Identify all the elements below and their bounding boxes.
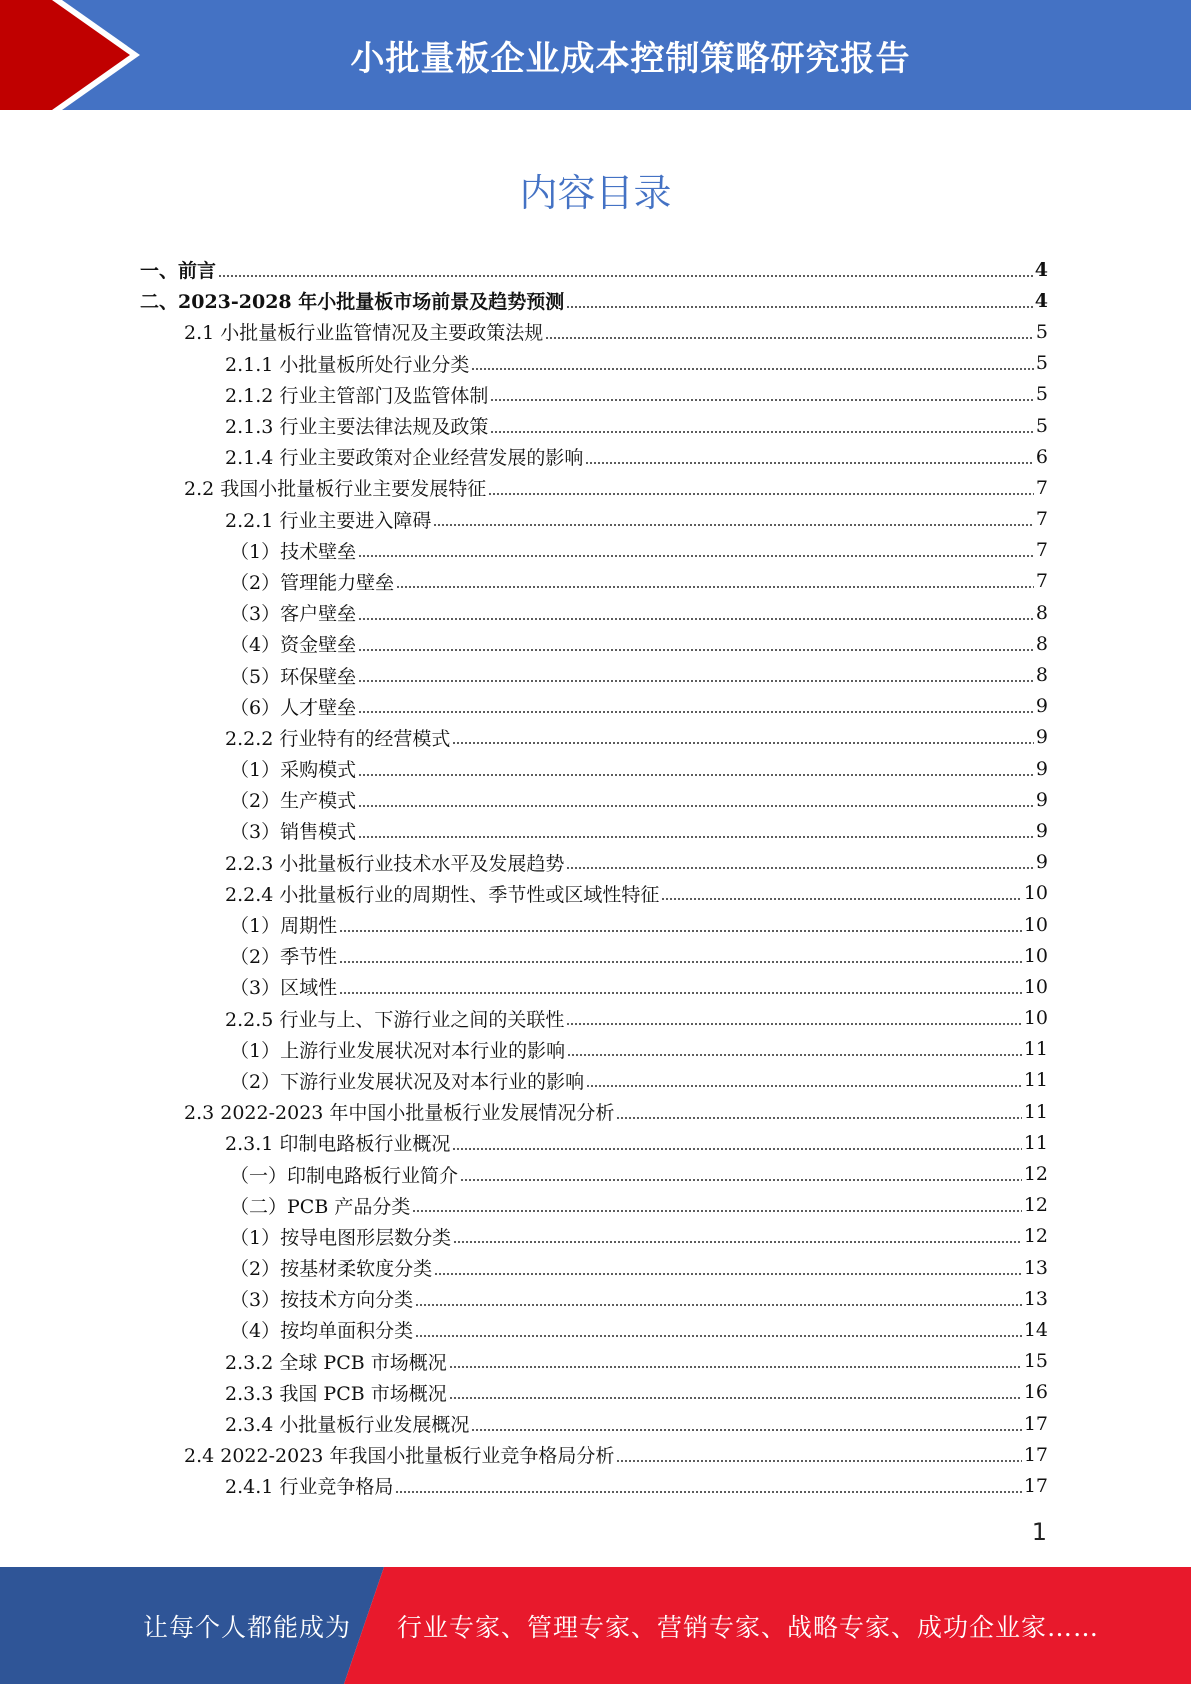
- toc-entry[interactable]: 2.4 2022-2023 年我国小批量板行业竞争格局分析 17: [184, 1443, 1048, 1468]
- header-banner: [0, 0, 1191, 110]
- toc-entry[interactable]: （1）技术壁垒 7: [230, 539, 1048, 563]
- page-number: 1: [1031, 1518, 1047, 1546]
- toc-entry[interactable]: 2.3.2 全球 PCB 市场概况 15: [225, 1350, 1048, 1374]
- toc-entry[interactable]: （2）季节性 10: [230, 944, 1048, 969]
- toc-entry[interactable]: 2.3 2022-2023 年中国小批量板行业发展情况分析 11: [184, 1100, 1048, 1125]
- toc-entry[interactable]: 2.1.3 行业主要法律法规及政策 5: [225, 414, 1048, 439]
- toc-entry[interactable]: （二）PCB 产品分类 12: [230, 1194, 1048, 1218]
- toc-entry[interactable]: 2.2.4 小批量板行业的周期性、季节性或区域性特征 10: [225, 882, 1048, 906]
- toc-entry[interactable]: 2.2 我国小批量板行业主要发展特征 7: [184, 476, 1048, 501]
- toc-entry[interactable]: （2）生产模式 9: [230, 788, 1048, 813]
- toc-entry[interactable]: 2.1.1 小批量板所处行业分类 5: [225, 352, 1048, 376]
- toc-entry[interactable]: 2.1 小批量板行业监管情况及主要政策法规 5: [184, 320, 1048, 345]
- report-title: 小批量板企业成本控制策略研究报告: [350, 38, 911, 79]
- toc-heading: 内容目录: [519, 171, 672, 215]
- toc-entry[interactable]: 二、2023-2028 年小批量板市场前景及趋势预测 4: [140, 289, 1048, 314]
- toc-entry[interactable]: 2.1.2 行业主管部门及监管体制 5: [225, 383, 1048, 407]
- toc-entry[interactable]: 2.4.1 行业竞争格局 17: [225, 1474, 1048, 1499]
- footer-banner: [0, 1567, 1191, 1684]
- toc-entry[interactable]: 2.2.3 小批量板行业技术水平及发展趋势 9: [225, 851, 1048, 875]
- toc-entry[interactable]: （2）管理能力壁垒 7: [230, 570, 1048, 594]
- toc-entry[interactable]: 2.3.3 我国 PCB 市场概况 16: [225, 1381, 1048, 1405]
- toc-entry[interactable]: （4）按均单面积分类 14: [230, 1318, 1048, 1343]
- toc-entry[interactable]: （2）按基材柔软度分类 13: [230, 1256, 1048, 1281]
- toc-entry[interactable]: （6）人才壁垒 9: [230, 695, 1048, 719]
- toc-entry[interactable]: （一）印制电路板行业简介 12: [230, 1163, 1048, 1187]
- table-of-contents: [140, 254, 1048, 1502]
- toc-entry[interactable]: 2.2.5 行业与上、下游行业之间的关联性 10: [225, 1007, 1048, 1031]
- toc-entry[interactable]: （1）按导电图形层数分类 12: [230, 1225, 1048, 1249]
- toc-entry[interactable]: 2.1.4 行业主要政策对企业经营发展的影响 6: [225, 445, 1048, 470]
- toc-entry[interactable]: （3）客户壁垒 8: [230, 601, 1048, 626]
- footer-slogan-right: 行业专家、管理专家、营销专家、战略专家、成功企业家……: [397, 1612, 1100, 1642]
- toc-entry[interactable]: 2.3.4 小批量板行业发展概况 17: [225, 1412, 1048, 1437]
- toc-entry[interactable]: 2.2.2 行业特有的经营模式 9: [225, 726, 1048, 750]
- toc-entry[interactable]: （1）周期性 10: [230, 913, 1048, 938]
- toc-entry[interactable]: （3）区域性 10: [230, 975, 1048, 1000]
- toc-entry[interactable]: 一、前言 4: [140, 258, 1048, 283]
- toc-entry[interactable]: （3）销售模式 9: [230, 819, 1048, 844]
- footer-slogan-left: 让每个人都能成为: [143, 1612, 352, 1642]
- toc-entry[interactable]: （1）采购模式 9: [230, 757, 1048, 782]
- toc-entry[interactable]: （1）上游行业发展状况对本行业的影响 11: [230, 1038, 1048, 1062]
- toc-entry[interactable]: 2.3.1 印制电路板行业概况 11: [225, 1131, 1048, 1156]
- toc-entry[interactable]: （4）资金壁垒 8: [230, 632, 1048, 657]
- toc-entry[interactable]: （2）下游行业发展状况及对本行业的影响 11: [230, 1069, 1048, 1093]
- toc-entry[interactable]: （3）按技术方向分类 13: [230, 1287, 1048, 1312]
- toc-entry[interactable]: （5）环保壁垒 8: [230, 664, 1048, 688]
- toc-entry[interactable]: 2.2.1 行业主要进入障碍 7: [225, 508, 1048, 532]
